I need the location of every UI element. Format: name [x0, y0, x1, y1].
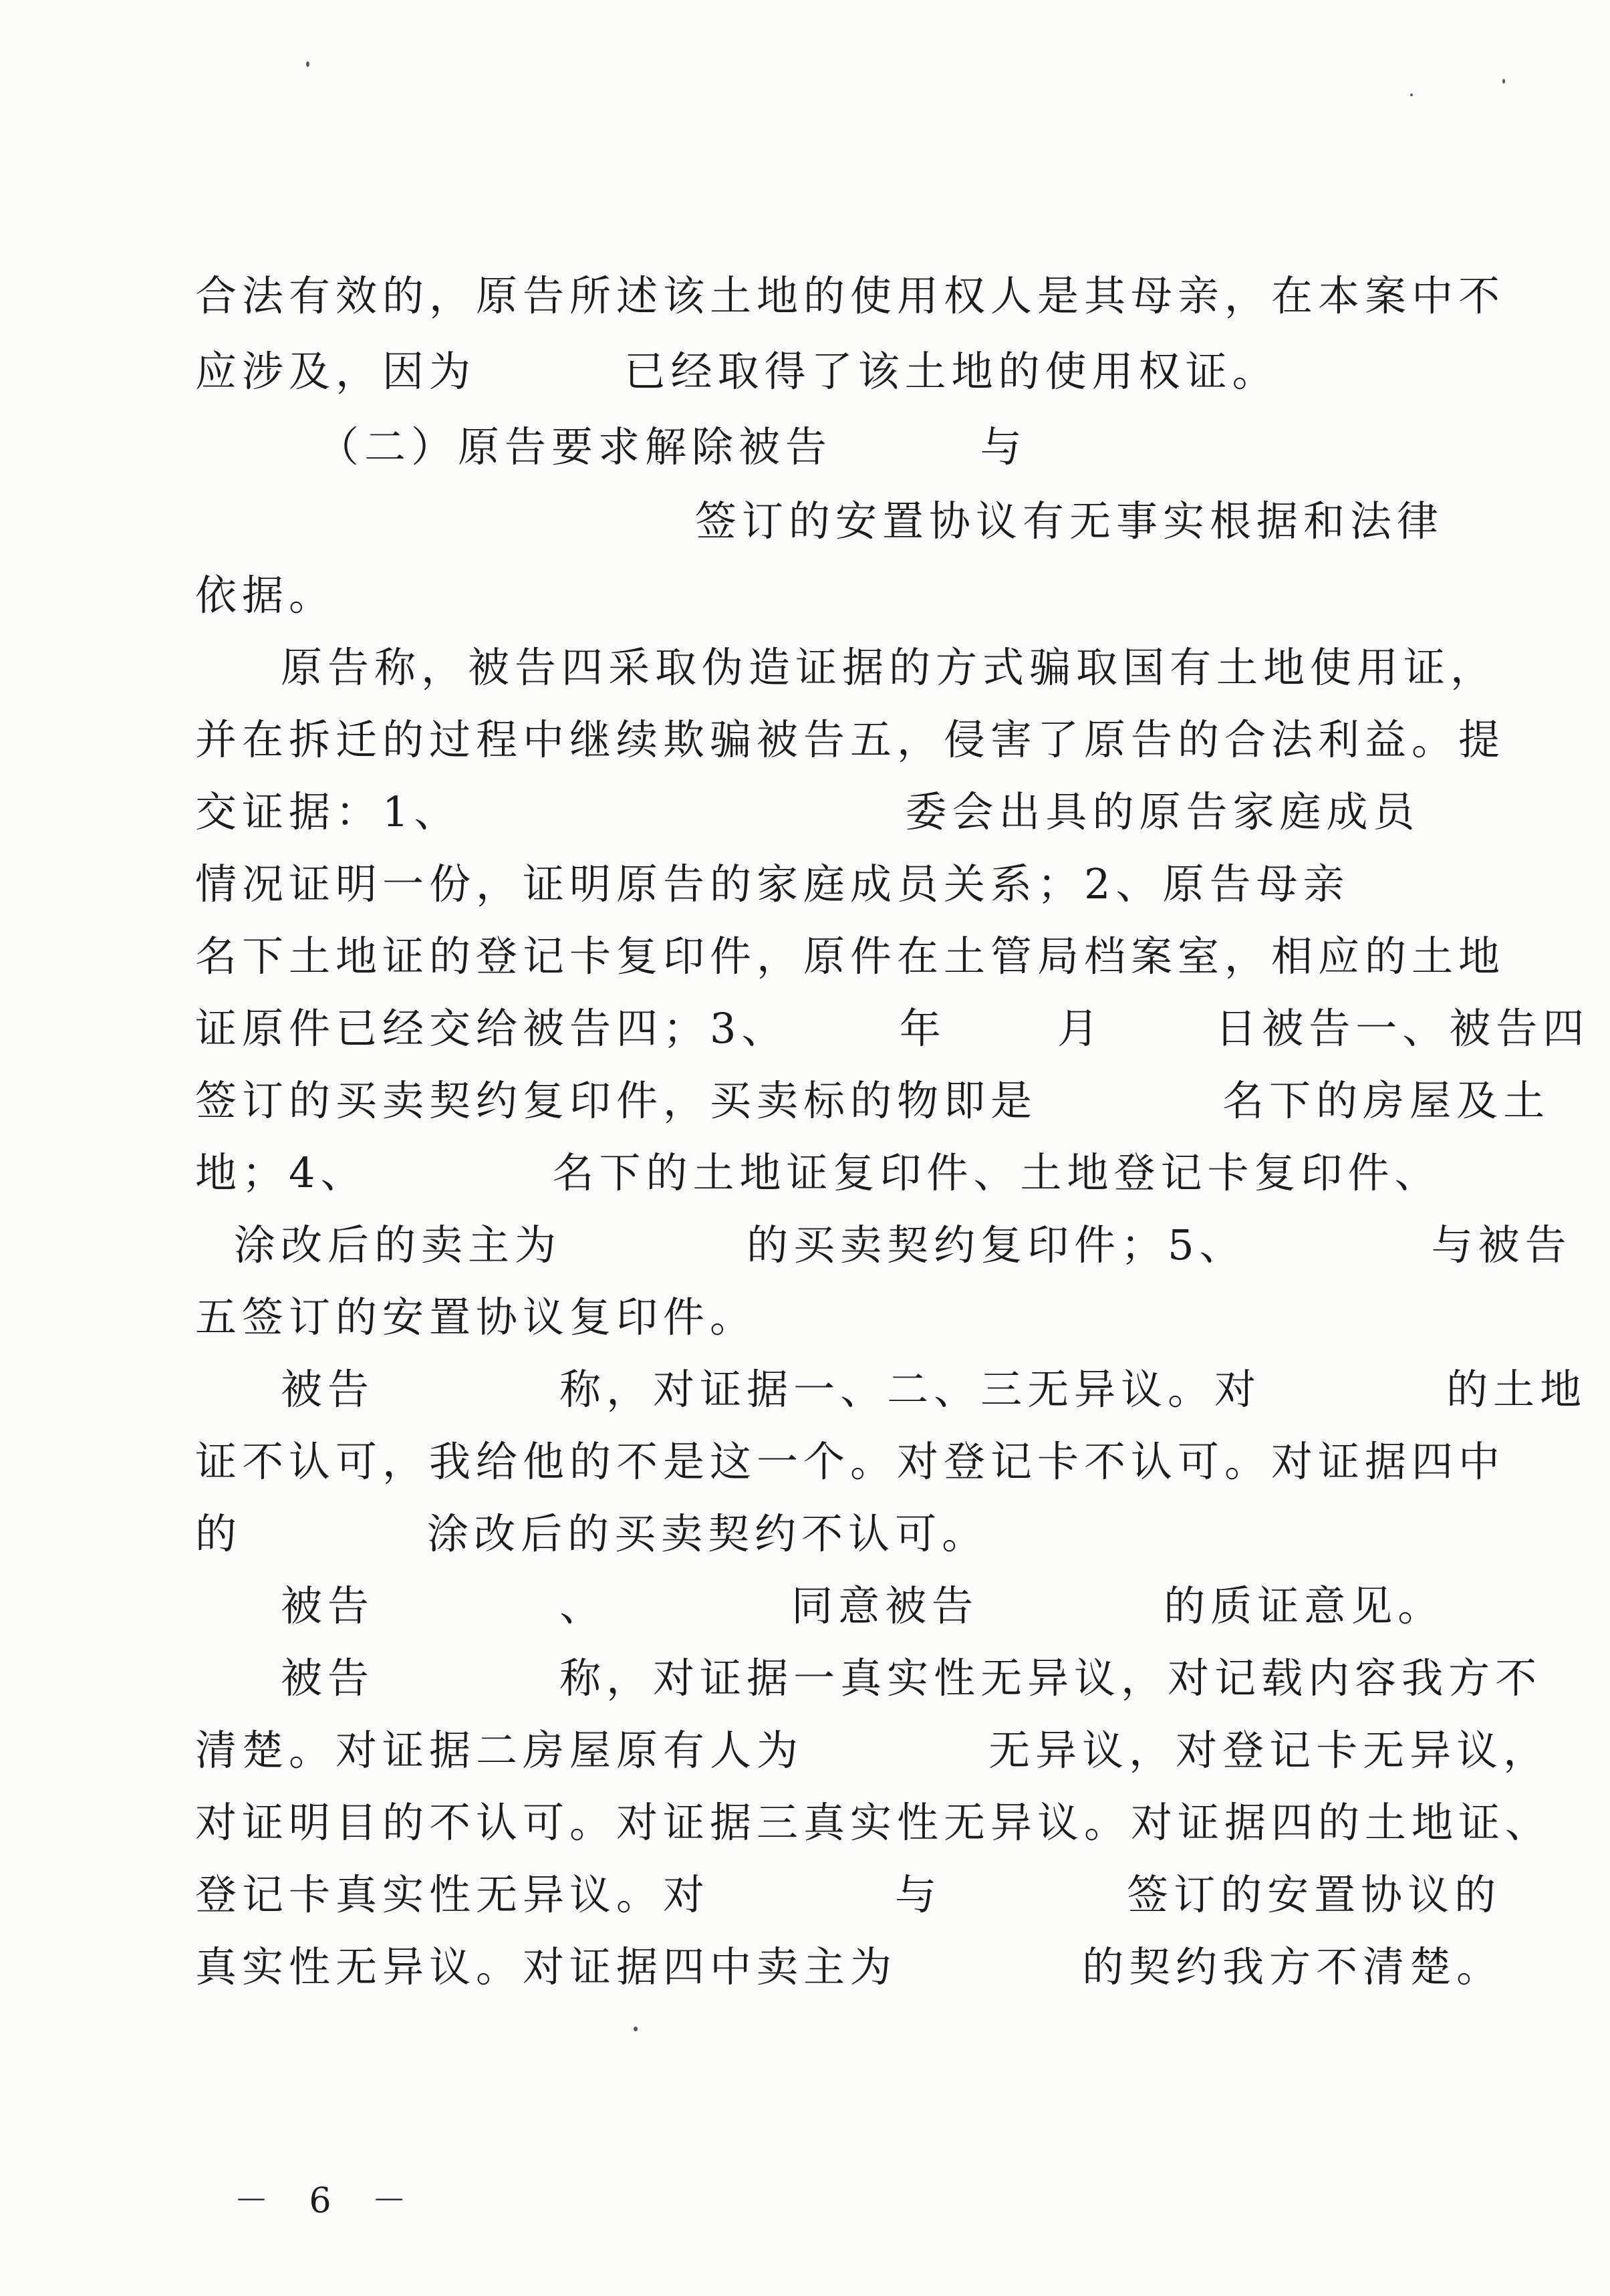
scan-speck [306, 61, 309, 67]
text-line: （二）原告要求解除被告 与 [317, 422, 1027, 471]
text-line: 登记卡真实性无异议。对 与 签订的安置协议的 [195, 1870, 1502, 1919]
text-line: 五签订的安置协议复印件。 [195, 1293, 757, 1342]
text-line: 清楚。对证据二房屋原有人为 无异议，对登记卡无异议， [195, 1726, 1551, 1775]
page-number: － 6 － [234, 2181, 422, 2221]
scan-speck [1502, 79, 1505, 84]
text-line: 原告称，被告四采取伪造证据的方式骗取国有土地使用证， [281, 643, 1498, 692]
text-line: 并在拆迁的过程中继续欺骗被告五，侵害了原告的合法利益。提 [195, 715, 1506, 764]
text-line: 地；4、 名下的土地证复印件、土地登记卡复印件、 [195, 1148, 1442, 1197]
text-line: 应涉及，因为 已经取得了该土地的使用权证。 [195, 347, 1279, 396]
scan-speck [1410, 94, 1413, 96]
text-line: 真实性无异议。对证据四中卖主为 的契约我方不清楚。 [195, 1942, 1504, 1991]
text-line: 名下土地证的登记卡复印件，原件在土管局档案室，相应的土地 [195, 932, 1506, 981]
scan-speck [634, 2027, 638, 2031]
text-line: 合法有效的，原告所述该土地的使用权人是其母亲，在本案中不 [195, 271, 1506, 320]
text-line: 交证据：1、 委会出具的原告家庭成员 [195, 787, 1420, 836]
text-line: 证原件已经交给被告四；3、 年 月 日被告一、被告四 [195, 1004, 1590, 1053]
text-line: 被告 、 同意被告 的质证意见。 [281, 1581, 1445, 1630]
text-line: 情况证明一份，证明原告的家庭成员关系；2、原告母亲 [195, 860, 1350, 908]
text-line: 证不认可，我给他的不是这一个。对登记卡不认可。对证据四中 [195, 1437, 1506, 1486]
text-line: 被告 称，对证据一真实性无异议，对记载内容我方不 [281, 1654, 1542, 1702]
text-line: 依据。 [195, 571, 336, 620]
text-line: 的 涂改后的买卖契约不认可。 [195, 1509, 989, 1558]
text-line: 对证明目的不认可。对证据三真实性无异议。对证据四的土地证、 [195, 1798, 1553, 1847]
text-line: 涂改后的卖主为 的买卖契约复印件；5、 与被告 [234, 1221, 1572, 1269]
text-line: 签订的安置协议有无事实根据和法律 [695, 497, 1444, 545]
text-line: 签订的买卖契约复印件，买卖标的物即是 名下的房屋及土 [195, 1076, 1551, 1125]
text-line: 被告 称，对证据一、二、三无异议。对 的土地 [281, 1365, 1587, 1414]
